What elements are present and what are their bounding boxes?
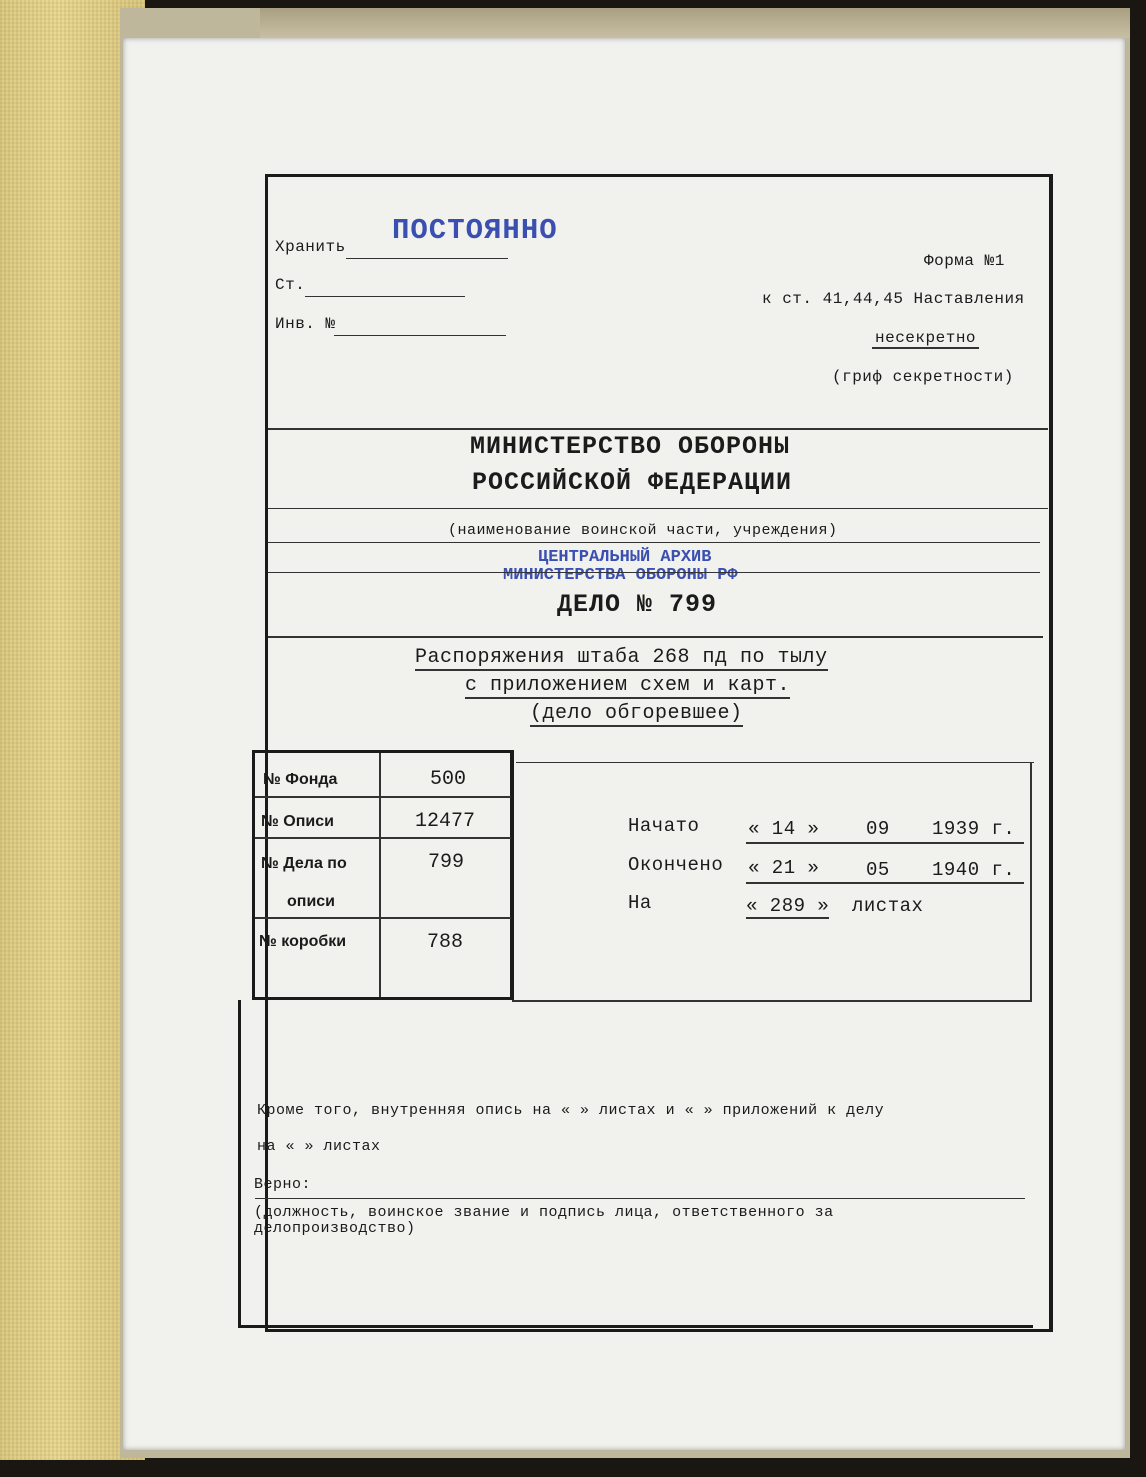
- keep-underline: [346, 258, 508, 259]
- ended-label: Окончено: [628, 854, 724, 876]
- delo-label-2: описи: [287, 893, 336, 910]
- table-column-divider: [379, 753, 381, 997]
- signature-caption-2: делопроизводство): [254, 1220, 416, 1237]
- st-underline: [305, 296, 465, 297]
- verified-underline: [255, 1198, 1025, 1199]
- table-row-divider: [255, 917, 511, 919]
- sheets-label: листах: [852, 895, 924, 917]
- opis-label: № Описи: [261, 813, 334, 830]
- started-year: 1939 г.: [932, 818, 1016, 840]
- on-label: На: [628, 892, 652, 914]
- box-value: 788: [427, 931, 464, 954]
- case-divider: [268, 636, 1043, 638]
- ended-year: 1940 г.: [932, 859, 1016, 881]
- fond-label: № Фонда: [263, 771, 338, 788]
- started-day: « 14 »: [748, 818, 820, 840]
- started-label: Начато: [628, 815, 700, 837]
- secrecy-value: несекретно: [872, 329, 979, 349]
- footer-frame: [238, 1000, 1033, 1328]
- case-description-3: (дело обгоревшее): [530, 702, 743, 725]
- started-month: 09: [866, 818, 890, 840]
- form-number: Форма №1: [924, 252, 1005, 270]
- top-tape: [260, 8, 1130, 38]
- case-title: ДЕЛО № 799: [557, 590, 718, 619]
- permanent-stamp: ПОСТОЯННО: [392, 214, 558, 247]
- inv-label: Инв. №: [275, 315, 336, 333]
- case-description-1: Распоряжения штаба 268 пд по тылу: [415, 646, 828, 669]
- fond-value: 500: [430, 768, 467, 791]
- dates-topline: [516, 762, 1034, 763]
- ended-day: « 21 »: [748, 857, 820, 879]
- secrecy-caption: (гриф секретности): [832, 368, 1014, 386]
- org-caption-underline: [268, 542, 1040, 543]
- org-caption: (наименование воинской части, учреждения): [448, 522, 838, 539]
- st-label: Ст.: [275, 276, 306, 294]
- stamp-underline: [268, 572, 1040, 573]
- delo-value: 799: [428, 851, 465, 874]
- archive-stamp-line-1: ЦЕНТРАЛЬНЫЙ АРХИВ: [538, 548, 712, 567]
- keep-label: Хранить: [275, 238, 346, 256]
- ended-month: 05: [866, 859, 890, 881]
- verified-label: Верно:: [254, 1176, 312, 1193]
- signature-caption-1: (должность, воинское звание и подпись лица, ответственного за: [254, 1204, 834, 1221]
- table-row-divider: [255, 796, 511, 798]
- delo-label: № Дела по: [261, 855, 347, 872]
- case-description-2: с приложением схем и карт.: [465, 674, 791, 697]
- dates-rightline: [1030, 762, 1032, 1002]
- on-sheets-line: на « » листах: [257, 1138, 381, 1155]
- org-line-1: МИНИСТЕРСТВО ОБОРОНЫ: [470, 432, 791, 461]
- org-line-2: РОССИЙСКОЙ ФЕДЕРАЦИИ: [472, 468, 793, 497]
- form-reference: к ст. 41,44,45 Наставления: [762, 290, 1025, 308]
- org-underline: [268, 508, 1048, 509]
- sheets-count: « 289 »: [746, 895, 830, 917]
- started-underline: [746, 842, 1024, 844]
- ended-underline: [746, 882, 1024, 884]
- opis-value: 12477: [415, 810, 476, 833]
- box-label: № коробки: [259, 933, 347, 950]
- archive-stamp-line-2: МИНИСТЕРСТВА ОБОРОНЫ РФ: [503, 566, 738, 585]
- inv-underline: [334, 335, 506, 336]
- inventory-line: Кроме того, внутренняя опись на « » листах и « » приложений к делу: [257, 1102, 885, 1119]
- section-divider: [268, 428, 1048, 430]
- table-row-divider: [255, 837, 511, 839]
- archive-table: [252, 750, 514, 1000]
